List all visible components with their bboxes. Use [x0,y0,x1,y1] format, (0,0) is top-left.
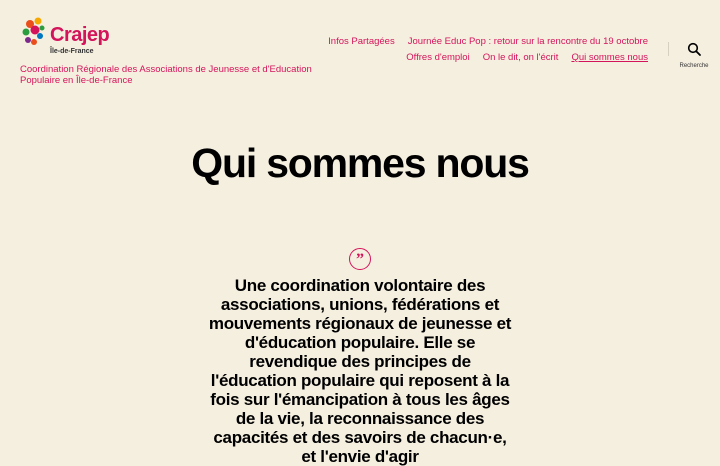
primary-menu-row [328,36,648,47]
search-label: Recherche [679,63,709,69]
logo-flower-icon [20,14,54,54]
site-tagline: Coordination Régionale des Associations de Jeunesse et d'Education Populaire en Île-de-France [20,64,312,86]
search-icon [687,42,701,56]
site-header [0,0,720,95]
intro-quote: Une coordination volontaire des associations, unions, fédérations et mouvements régionaux de jeunesse et d'éducation populaire. Elle se revendique des principes de l'éducation populaire qui reposent à la fois sur l'émancipation à tous les âges de la vie, la reconnaissance des capacités et des savoirs de chacun·e, et l'envie d'agir [208,276,512,466]
primary-menu-row [328,52,648,63]
search-toggle-button[interactable] [676,42,712,69]
nav-link-on-le-dit[interactable]: On le dit, on l'écrit [482,52,559,63]
nav-link-offres-emploi[interactable]: Offres d'emploi [406,52,470,63]
nav-link-journee-educ-pop[interactable]: Journée Educ Pop : retour sur la rencontre du 19 octobre [407,36,648,47]
quote-icon: ” [349,248,371,270]
nav-link-infos-partagees[interactable]: Infos Partagées [328,36,395,47]
page-title: Qui sommes nous [191,140,529,186]
site-logo[interactable] [20,14,110,60]
nav-link-qui-sommes-nous[interactable]: Qui sommes nous [571,52,648,63]
logo-subtitle: Île-de-France [50,48,94,55]
logo-wordmark: Crajep [50,24,110,46]
search-divider [668,42,669,56]
primary-menu [328,36,648,68]
